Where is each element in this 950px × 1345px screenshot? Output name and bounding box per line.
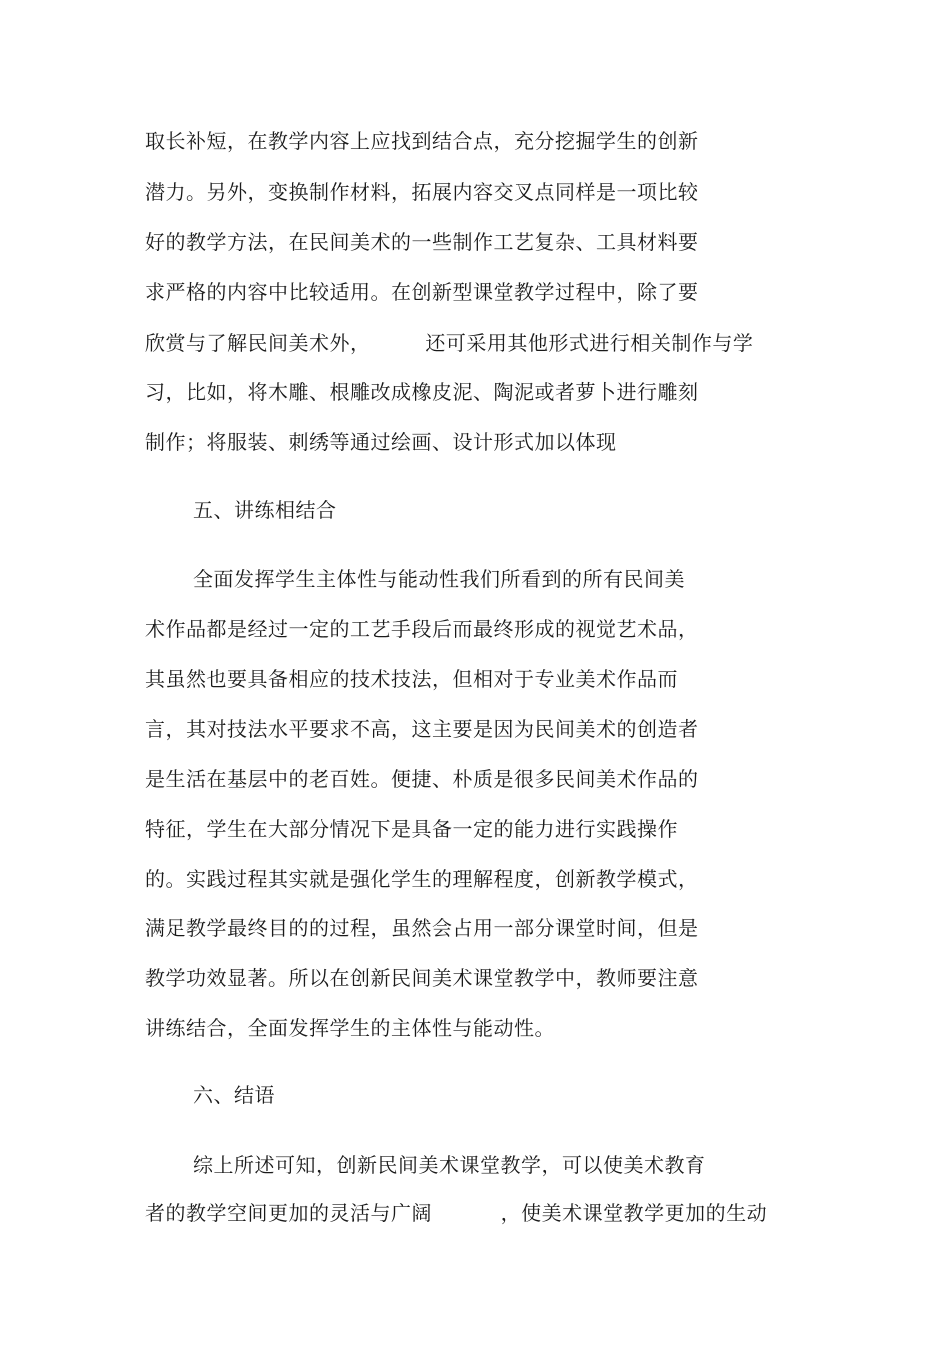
paragraph-line: 习，比如，将木雕、根雕改成橡皮泥、陶泥或者萝卜进行雕刻 xyxy=(145,380,699,404)
paragraph-line: 潜力。另外，变换制作材料，拓展内容交叉点同样是一项比较 xyxy=(145,180,699,204)
paragraph-line: 全面发挥学生主体性与能动性我们所看到的所有民间美 xyxy=(193,567,685,591)
paragraph-line: 是生活在基层中的老百姓。便捷、朴质是很多民间美术作品的 xyxy=(145,767,699,791)
paragraph-line: 好的教学方法，在民间美术的一些制作工艺复杂、工具材料要 xyxy=(145,230,699,254)
paragraph-line: 制作；将服装、刺绣等通过绘画、设计形式加以体现 xyxy=(145,430,617,454)
paragraph-line: 者的教学空间更加的灵活与广阔 ，使美术课堂教学更加的生动 xyxy=(145,1201,768,1225)
paragraph-line: 的。实践过程其实就是强化学生的理解程度，创新教学模式， xyxy=(145,867,699,891)
paragraph-line: 综上所述可知，创新民间美术课堂教学，可以使美术教育 xyxy=(193,1153,706,1177)
paragraph-line: 言，其对技法水平要求不高，这主要是因为民间美术的创造者 xyxy=(145,717,699,741)
paragraph-line: 讲练结合，全面发挥学生的主体性与能动性。 xyxy=(145,1016,555,1040)
paragraph-line: 教学功效显著。所以在创新民间美术课堂教学中，教师要注意 xyxy=(145,966,699,990)
paragraph-line: 特征，学生在大部分情况下是具备一定的能力进行实践操作 xyxy=(145,817,678,841)
section-heading: 六、结语 xyxy=(193,1083,275,1107)
paragraph-line: 取长补短，在教学内容上应找到结合点，充分挖掘学生的创新 xyxy=(145,129,699,153)
section-heading: 五、讲练相结合 xyxy=(193,498,337,522)
paragraph-line: 其虽然也要具备相应的技术技法，但相对于专业美术作品而 xyxy=(145,667,678,691)
paragraph-line: 求严格的内容中比较适用。在创新型课堂教学过程中，除了要 xyxy=(145,280,699,304)
paragraph-line: 满足教学最终目的的过程，虽然会占用一部分课堂时间，但是 xyxy=(145,916,699,940)
paragraph-line: 欣赏与了解民间美术外， 还可采用其他形式进行相关制作与学 xyxy=(145,331,754,355)
paragraph-line: 术作品都是经过一定的工艺手段后而最终形成的视觉艺术品， xyxy=(145,617,699,641)
